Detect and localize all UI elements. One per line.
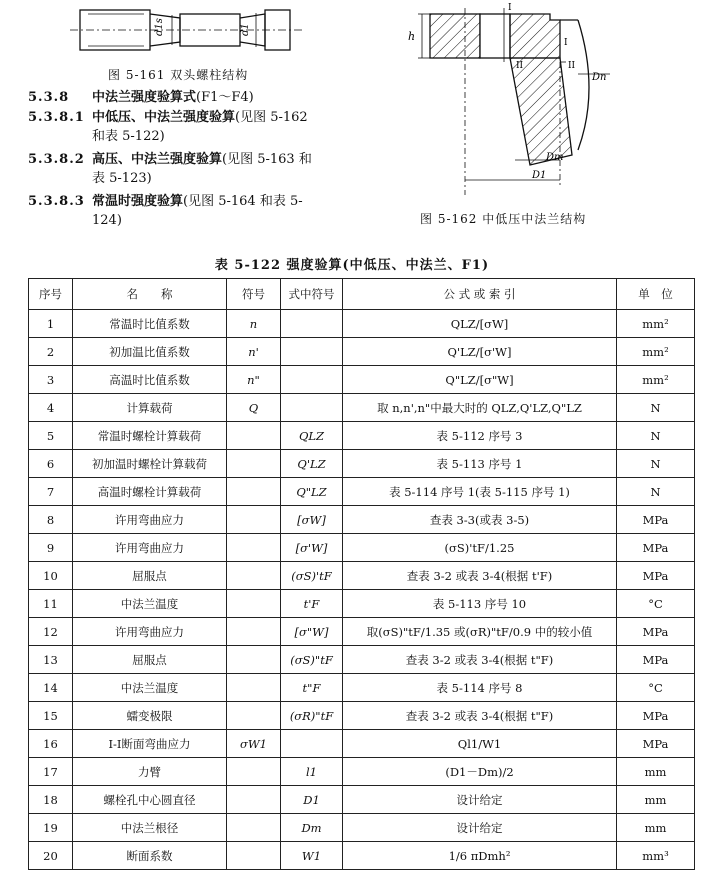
cell-name: 常温时螺栓计算载荷 — [73, 422, 227, 450]
cell-symbol — [227, 478, 281, 506]
cell-symbol — [227, 646, 281, 674]
cell-index: 5 — [29, 422, 73, 450]
cell-name: 中法兰温度 — [73, 590, 227, 618]
cell-index: 15 — [29, 702, 73, 730]
cell-unit: mm² — [617, 310, 695, 338]
cell-formula: 表 5-113 序号 10 — [343, 590, 617, 618]
cell-formula-symbol — [281, 366, 343, 394]
cell-name: 屈服点 — [73, 562, 227, 590]
table-row — [29, 814, 695, 842]
cell-symbol: σW1 — [227, 730, 281, 758]
cell-name: 屈服点 — [73, 646, 227, 674]
cell-unit: mm² — [617, 366, 695, 394]
cell-formula: (D1－Dm)/2 — [343, 758, 617, 786]
cell-formula-symbol: Q"LZ — [281, 478, 343, 506]
cell-formula: 表 5-114 序号 1(表 5-115 序号 1) — [343, 478, 617, 506]
cell-name: 高温时螺栓计算载荷 — [73, 478, 227, 506]
cell-symbol — [227, 674, 281, 702]
table-row — [29, 450, 695, 478]
table-header-row — [29, 279, 695, 310]
section-5-3-8-3: 5.3.8.3 常温时强度验算(见图 5-164 和表 5- 124) — [28, 194, 303, 228]
cell-unit: mm — [617, 814, 695, 842]
col-header-unit: 单 位 — [617, 279, 695, 310]
cell-unit: MPa — [617, 618, 695, 646]
cell-unit: MPa — [617, 562, 695, 590]
table-row — [29, 730, 695, 758]
table-row — [29, 786, 695, 814]
cell-index: 10 — [29, 562, 73, 590]
table-row — [29, 562, 695, 590]
cell-formula: 取 n,n',n"中最大时的 QLZ,Q'LZ,Q"LZ — [343, 394, 617, 422]
cell-unit: MPa — [617, 730, 695, 758]
col-header-formula: 公 式 或 索 引 — [343, 279, 617, 310]
cell-formula: Q'LZ/[σ'W] — [343, 338, 617, 366]
cell-symbol — [227, 786, 281, 814]
cell-unit: °C — [617, 590, 695, 618]
d1-label: d1 — [240, 23, 251, 36]
cell-formula-symbol — [281, 394, 343, 422]
cell-formula-symbol — [281, 730, 343, 758]
cell-formula: 查表 3-2 或表 3-4(根据 t"F) — [343, 646, 617, 674]
cell-unit: mm³ — [617, 842, 695, 870]
cell-index: 3 — [29, 366, 73, 394]
cell-index: 9 — [29, 534, 73, 562]
cell-index: 2 — [29, 338, 73, 366]
col-header-index: 序号 — [29, 279, 73, 310]
cell-index: 17 — [29, 758, 73, 786]
cell-unit: MPa — [617, 646, 695, 674]
cell-formula-symbol — [281, 310, 343, 338]
cell-name: 计算载荷 — [73, 394, 227, 422]
d1s-label: d1s — [154, 18, 165, 36]
cell-index: 13 — [29, 646, 73, 674]
cell-name: 许用弯曲应力 — [73, 506, 227, 534]
cell-symbol — [227, 814, 281, 842]
cell-name: 中法兰温度 — [73, 674, 227, 702]
Dn-label: Dn — [592, 72, 607, 83]
cell-index: 18 — [29, 786, 73, 814]
table-row — [29, 422, 695, 450]
section-5-3-8-1: 5.3.8.1 中低压、中法兰强度验算(见图 5-162 和表 5-122) — [28, 110, 308, 144]
cell-symbol: Q — [227, 394, 281, 422]
cell-formula-symbol: D1 — [281, 786, 343, 814]
cell-formula-symbol: [σ"W] — [281, 618, 343, 646]
cell-name: 高温时比值系数 — [73, 366, 227, 394]
cell-formula: 表 5-114 序号 8 — [343, 674, 617, 702]
cell-formula-symbol: (σS)"tF — [281, 646, 343, 674]
cell-formula-symbol: [σW] — [281, 506, 343, 534]
cell-unit: MPa — [617, 506, 695, 534]
col-header-formula-symbol: 式中符号 — [281, 279, 343, 310]
cell-index: 6 — [29, 450, 73, 478]
cell-formula: 表 5-112 序号 3 — [343, 422, 617, 450]
table-row — [29, 590, 695, 618]
cell-name: 蠕变极限 — [73, 702, 227, 730]
cell-unit: N — [617, 478, 695, 506]
cell-name: 初加温时螺栓计算载荷 — [73, 450, 227, 478]
cell-formula-symbol: (σS)'tF — [281, 562, 343, 590]
cell-name: 断面系数 — [73, 842, 227, 870]
cell-index: 8 — [29, 506, 73, 534]
cell-symbol — [227, 590, 281, 618]
col-header-name: 名 称 — [73, 279, 227, 310]
cell-name: 初加温比值系数 — [73, 338, 227, 366]
cell-formula: QLZ/[σW] — [343, 310, 617, 338]
cell-index: 16 — [29, 730, 73, 758]
cell-name: 许用弯曲应力 — [73, 618, 227, 646]
table-row — [29, 702, 695, 730]
table-title: 表 5-122 强度验算(中低压、中法兰、F1) — [214, 258, 490, 273]
cell-unit: mm — [617, 786, 695, 814]
table-row — [29, 394, 695, 422]
table-row — [29, 366, 695, 394]
cell-symbol — [227, 422, 281, 450]
cell-symbol: n" — [227, 366, 281, 394]
cell-index: 1 — [29, 310, 73, 338]
cell-symbol — [227, 506, 281, 534]
cell-formula: 查表 3-2 或表 3-4(根据 t'F) — [343, 562, 617, 590]
cell-index: 19 — [29, 814, 73, 842]
table-row — [29, 534, 695, 562]
cell-symbol — [227, 450, 281, 478]
cell-formula: (σS)'tF/1.25 — [343, 534, 617, 562]
cell-formula: 设计给定 — [343, 814, 617, 842]
h-label: h — [408, 30, 416, 43]
table-row — [29, 646, 695, 674]
cell-name: 螺栓孔中心圆直径 — [73, 786, 227, 814]
cell-formula-symbol: t'F — [281, 590, 343, 618]
cell-index: 11 — [29, 590, 73, 618]
table-row — [29, 674, 695, 702]
cell-unit: °C — [617, 674, 695, 702]
D1-label: D1 — [532, 170, 547, 181]
cell-formula: Ql1/W1 — [343, 730, 617, 758]
cell-formula-symbol — [281, 338, 343, 366]
Dm-label: Dm — [546, 152, 564, 163]
table-row — [29, 758, 695, 786]
cell-formula-symbol: W1 — [281, 842, 343, 870]
cell-formula: 查表 3-2 或表 3-4(根据 t"F) — [343, 702, 617, 730]
cell-index: 4 — [29, 394, 73, 422]
cell-unit: mm — [617, 758, 695, 786]
cell-formula-symbol: Dm — [281, 814, 343, 842]
cell-formula-symbol: QLZ — [281, 422, 343, 450]
section-II-left-label: II — [516, 61, 524, 71]
section-5-3-8: 5.3.8 中法兰强度验算式(F1～F4) — [28, 90, 254, 105]
stud-figure — [60, 0, 310, 62]
flange-figure — [400, 0, 704, 200]
cell-symbol — [227, 702, 281, 730]
cell-formula-symbol: l1 — [281, 758, 343, 786]
cell-formula: 查表 3-3(或表 3-5) — [343, 506, 617, 534]
cell-unit: N — [617, 394, 695, 422]
table-row — [29, 478, 695, 506]
section-5-3-8-2: 5.3.8.2 高压、中法兰强度验算(见图 5-163 和 表 5-123) — [28, 152, 312, 186]
cell-name: 许用弯曲应力 — [73, 534, 227, 562]
table-row — [29, 842, 695, 870]
cell-name: 力臂 — [73, 758, 227, 786]
cell-name: 中法兰根径 — [73, 814, 227, 842]
table-row — [29, 506, 695, 534]
table-row — [29, 310, 695, 338]
cell-name: Ⅰ-Ⅰ断面弯曲应力 — [73, 730, 227, 758]
cell-formula-symbol: t"F — [281, 674, 343, 702]
section-II-right-label: II — [568, 61, 576, 71]
figure-162-caption: 图 5-162 中低压中法兰结构 — [420, 212, 587, 226]
strength-check-table — [28, 278, 695, 870]
cell-formula: Q"LZ/[σ"W] — [343, 366, 617, 394]
cell-unit: MPa — [617, 702, 695, 730]
cell-formula: 设计给定 — [343, 786, 617, 814]
section-I-label: I — [564, 38, 568, 48]
cell-symbol — [227, 618, 281, 646]
cell-symbol — [227, 562, 281, 590]
cell-symbol: n' — [227, 338, 281, 366]
cell-name: 常温时比值系数 — [73, 310, 227, 338]
cell-formula-symbol: Q'LZ — [281, 450, 343, 478]
cell-symbol — [227, 758, 281, 786]
col-header-symbol: 符号 — [227, 279, 281, 310]
cell-formula: 取(σS)"tF/1.35 或(σR)"tF/0.9 中的较小值 — [343, 618, 617, 646]
cell-index: 7 — [29, 478, 73, 506]
table-row — [29, 338, 695, 366]
cell-formula-symbol: (σR)"tF — [281, 702, 343, 730]
cell-index: 14 — [29, 674, 73, 702]
section-I-top-label: I — [508, 3, 512, 13]
cell-unit: mm² — [617, 338, 695, 366]
cell-unit: MPa — [617, 534, 695, 562]
cell-symbol — [227, 842, 281, 870]
cell-index: 12 — [29, 618, 73, 646]
table-row — [29, 618, 695, 646]
cell-symbol — [227, 534, 281, 562]
cell-formula-symbol: [σ'W] — [281, 534, 343, 562]
cell-symbol: n — [227, 310, 281, 338]
cell-index: 20 — [29, 842, 73, 870]
cell-formula: 表 5-113 序号 1 — [343, 450, 617, 478]
figure-161-caption: 图 5-161 双头螺柱结构 — [108, 68, 249, 82]
cell-unit: N — [617, 422, 695, 450]
cell-unit: N — [617, 450, 695, 478]
cell-formula: 1/6 πDmh² — [343, 842, 617, 870]
